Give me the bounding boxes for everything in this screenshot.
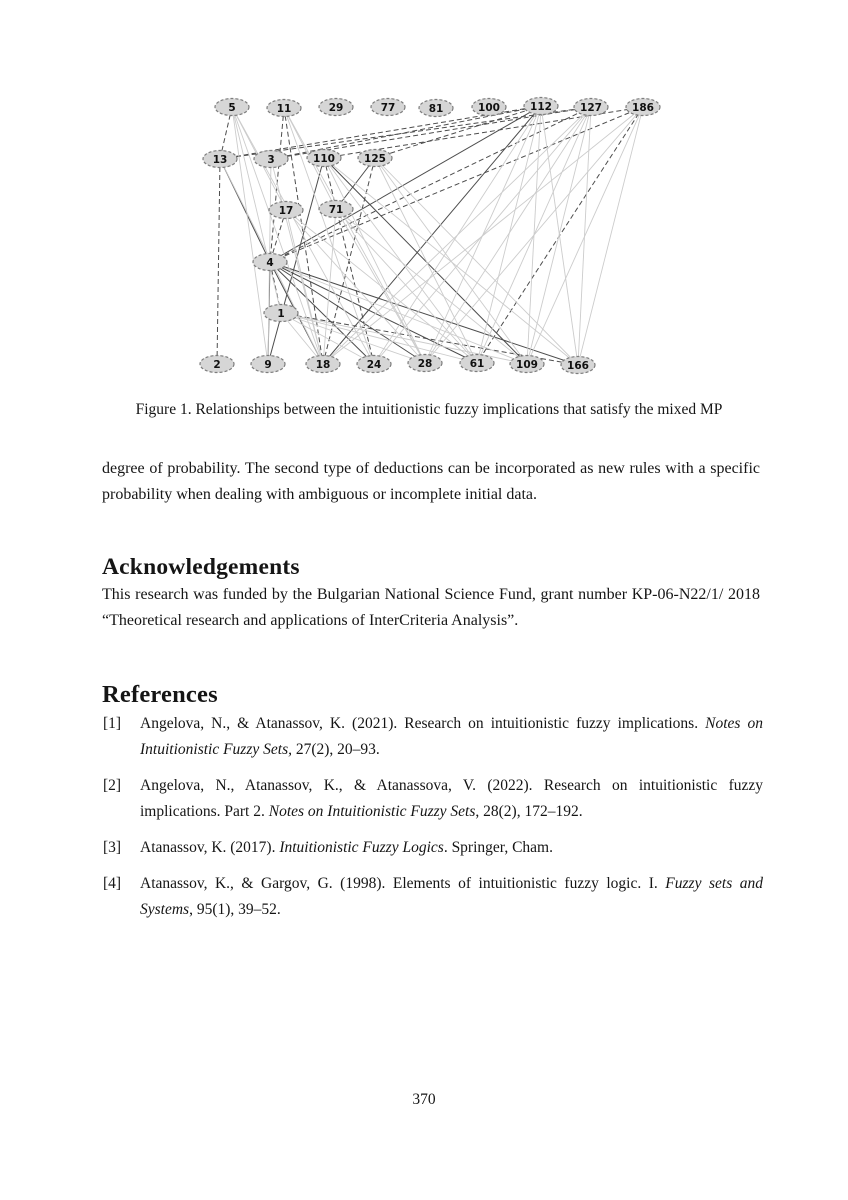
graph-node-label: 110: [313, 152, 335, 165]
graph-node-label: 2: [213, 358, 221, 371]
graph-node-label: 1: [277, 307, 285, 320]
graph-node-3: [254, 151, 288, 168]
reference-journal-italic: Fuzzy sets and Systems: [140, 875, 763, 918]
graph-node-24: [357, 356, 391, 373]
graph-node-2: [200, 356, 234, 373]
graph-edge-110-109: [324, 158, 527, 364]
reference-label: [3]: [103, 839, 122, 856]
reference-item: [103, 711, 763, 763]
graph-edge-71-18: [323, 209, 336, 364]
reference-label: [1]: [103, 715, 122, 732]
reference-journal-italic: Notes on Intuitionistic Fuzzy Sets,: [140, 715, 763, 758]
graph-edge-186-18: [323, 107, 643, 364]
acknowledgements-paragraph: This research was funded by the Bulgarian National Science Fund, grant number KP-06-N22/1/ 2018 “Theoretical research and applications of InterCriteria Analysis”.: [102, 586, 760, 629]
graph-node-109: [510, 356, 544, 373]
graph-node-label: 100: [478, 101, 500, 114]
graph-node-label: 61: [469, 357, 485, 370]
graph-edge-13-2: [217, 159, 220, 364]
graph-edge-11-4: [270, 108, 284, 262]
references-heading: References: [102, 681, 218, 709]
graph-node-125: [358, 150, 392, 167]
graph-node-28: [408, 355, 442, 372]
graph-edge-186-109: [527, 107, 643, 364]
reference-item: [103, 773, 763, 825]
graph-node-4: [253, 254, 287, 271]
graph-edge-125-112: [375, 106, 541, 158]
figure-graph: [180, 85, 700, 397]
graph-node-9: [251, 356, 285, 373]
graph-node-label: 77: [380, 101, 396, 114]
graph-node-1: [264, 305, 298, 322]
graph-node-label: 17: [278, 204, 294, 217]
page-number: 370: [412, 1091, 436, 1108]
reference-journal-italic: Intuitionistic Fuzzy Logics: [279, 839, 444, 856]
graph-node-186: [626, 99, 660, 116]
figure-caption: Figure 1. Relationships between the intuitionistic fuzzy implications that satisfy the mixed MP: [135, 401, 723, 418]
graph-node-100: [472, 99, 506, 116]
graph-node-5: [215, 99, 249, 116]
graph-node-label: 127: [580, 101, 602, 114]
graph-node-label: 71: [328, 203, 344, 216]
references-list: [103, 711, 763, 933]
body-paragraph: degree of probability. The second type of deductions can be incorporated as new rules with a specific probability when dealing with ambiguous or incomplete initial data.: [102, 460, 760, 503]
graph-node-112: [524, 98, 558, 115]
graph-node-label: 4: [266, 256, 274, 269]
reference-text: Angelova, N., & Atanassov, K. (2021). Research on intuitionistic fuzzy implications. Notes on Intuitionistic Fuzzy Sets, 27(2), 20–93.: [140, 715, 763, 758]
reference-label: [2]: [103, 777, 122, 794]
graph-node-label: 28: [417, 357, 433, 370]
acknowledgements-heading: Acknowledgements: [102, 553, 300, 580]
graph-edge-4-127: [270, 107, 591, 262]
graph-edge-3-112: [271, 106, 541, 159]
graph-node-label: 109: [516, 358, 538, 371]
reference-text: Angelova, N., Atanassov, K., & Atanassova, V. (2022). Research on intuitionistic fuzzy implications. Part 2. Notes on Intuitionistic Fuzzy Sets, 28(2), 172–192.: [140, 777, 763, 820]
reference-journal-italic: Notes on Intuitionistic Fuzzy Sets: [268, 803, 476, 820]
figure-graph-container: [180, 85, 700, 397]
graph-node-label: 18: [315, 358, 331, 371]
graph-node-13: [203, 151, 237, 168]
graph-node-166: [561, 357, 595, 374]
graph-node-label: 29: [328, 101, 344, 114]
graph-node-11: [267, 100, 301, 117]
graph-node-61: [460, 355, 494, 372]
graph-node-label: 112: [530, 100, 552, 113]
graph-node-label: 11: [276, 102, 292, 115]
graph-edge-125-166: [375, 158, 578, 365]
graph-node-label: 166: [567, 359, 589, 372]
reference-text: Atanassov, K., & Gargov, G. (1998). Elements of intuitionistic fuzzy logic. I. Fuzzy sets and Systems, 95(1), 39–52.: [140, 875, 763, 918]
graph-node-110: [307, 150, 341, 167]
graph-node-81: [419, 100, 453, 117]
graph-node-label: 24: [366, 358, 382, 371]
graph-edge-186-61: [477, 107, 643, 363]
reference-label: [4]: [103, 875, 122, 892]
reference-item: [103, 835, 763, 861]
graph-node-label: 13: [212, 153, 228, 166]
graph-node-29: [319, 99, 353, 116]
graph-node-127: [574, 99, 608, 116]
graph-node-label: 186: [632, 101, 654, 114]
graph-node-label: 3: [267, 153, 275, 166]
graph-node-label: 9: [264, 358, 272, 371]
graph-node-label: 5: [228, 101, 236, 114]
graph-node-label: 81: [428, 102, 444, 115]
reference-item: [103, 871, 763, 923]
reference-text: Atanassov, K. (2017). Intuitionistic Fuzzy Logics. Springer, Cham.: [140, 839, 553, 856]
graph-node-77: [371, 99, 405, 116]
graph-node-18: [306, 356, 340, 373]
graph-node-71: [319, 201, 353, 218]
graph-node-label: 125: [364, 152, 386, 165]
graph-edge-11-28: [284, 108, 425, 363]
graph-node-17: [269, 202, 303, 219]
